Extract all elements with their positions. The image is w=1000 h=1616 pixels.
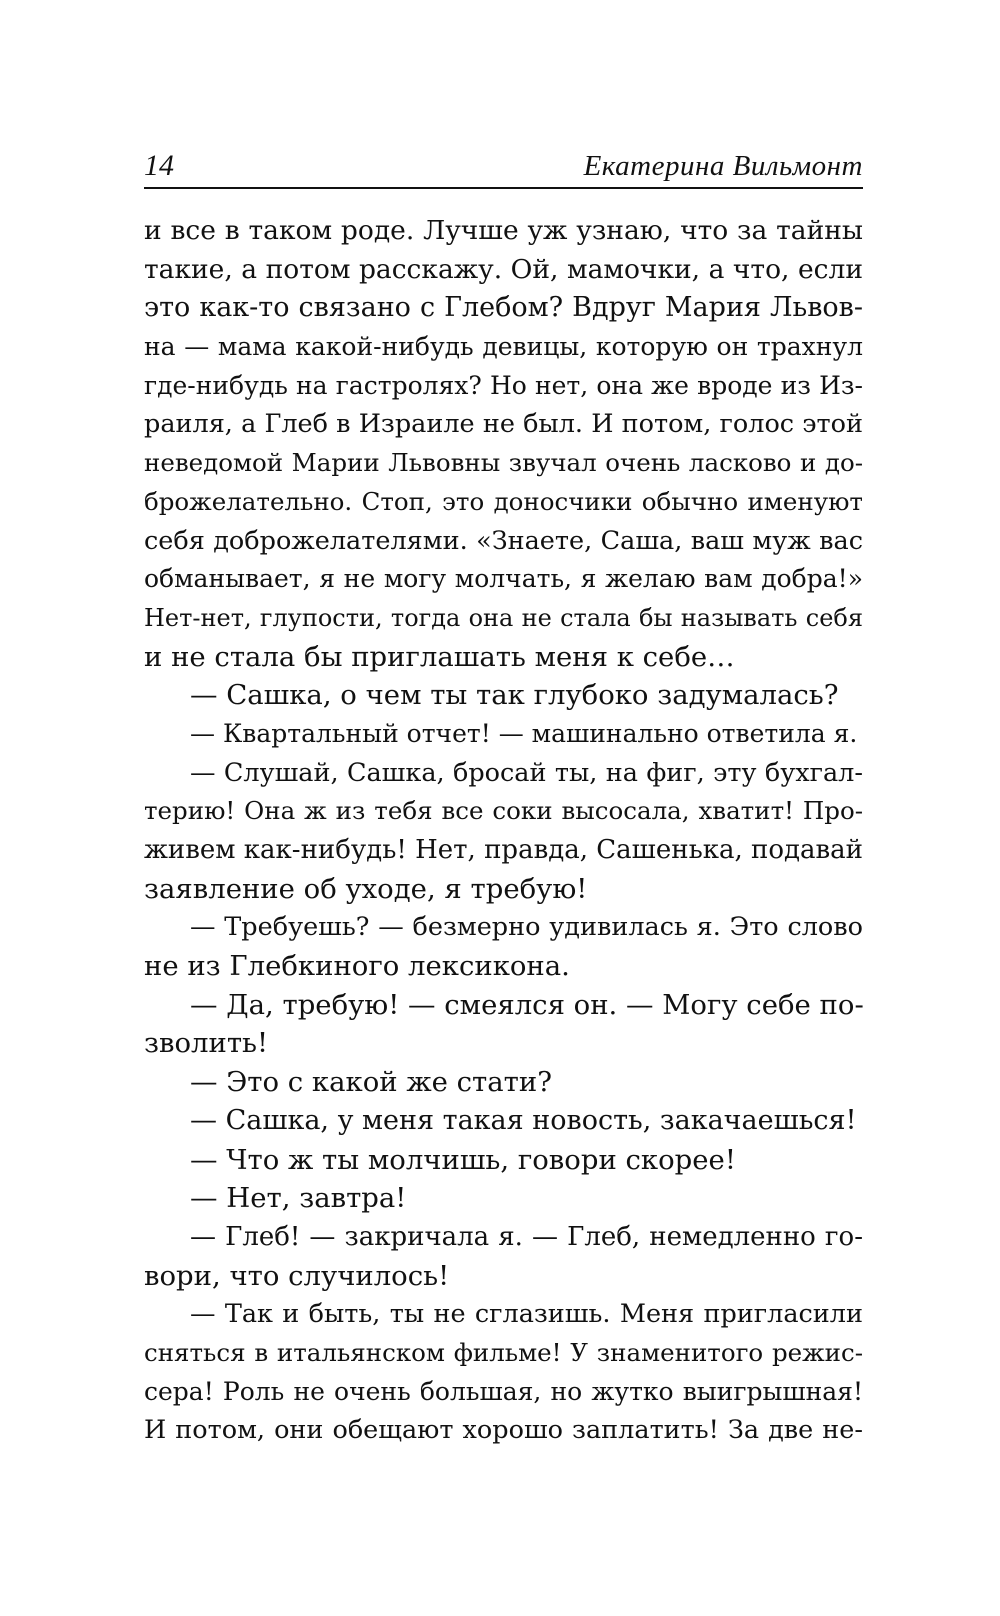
text-line: — Сашка, у меня такая новость, закачаешься! bbox=[190, 1104, 857, 1136]
text-line: — Так и быть, ты не сглазишь. Меня пригласили bbox=[190, 1299, 863, 1330]
text-line: брожелательно. Стоп, это доносчики обычно именуют bbox=[144, 486, 863, 516]
page-number: 14 bbox=[144, 149, 174, 182]
text-line: раиля, а Глеб в Израиле не был. И потом, голос этой bbox=[144, 409, 863, 440]
text-line: — Это с какой же стати? bbox=[190, 1066, 552, 1099]
text-line: — Требуешь? — безмерно удивилась я. Это слово bbox=[190, 912, 863, 943]
text-line: неведомой Марии Львовны звучал очень ласково и до- bbox=[144, 448, 863, 478]
text-line: — Да, требую! — смеялся он. — Могу себе по- bbox=[190, 988, 864, 1021]
text-line: заявление об уходе, я требую! bbox=[144, 872, 588, 905]
text-line: терию! Она ж из тебя все соки высосала, хватит! Про- bbox=[144, 796, 863, 826]
running-title: Екатерина Вильмонт bbox=[583, 150, 863, 182]
text-line: — Что ж ты молчишь, говори скорее! bbox=[190, 1143, 736, 1176]
body-text bbox=[144, 212, 863, 1450]
text-line: такие, а потом расскажу. Ой, мамочки, а что, если bbox=[144, 253, 863, 285]
text-line: на — мама какой-нибудь девицы, которую он трахнул bbox=[144, 332, 863, 362]
text-line: — Слушай, Сашка, бросай ты, на фиг, эту бухгал- bbox=[190, 757, 863, 788]
text-line: сняться в итальянском фильме! У знаменитого режис- bbox=[144, 1337, 863, 1367]
text-line: Нет-нет, глупости, тогда она не стала бы называть себя bbox=[144, 603, 863, 632]
text-line: — Нет, завтра! bbox=[190, 1182, 407, 1215]
text-line: обманывает, я не могу молчать, я желаю вам добра!» bbox=[144, 564, 863, 594]
text-line: не из Глебкиного лексикона. bbox=[144, 950, 570, 983]
text-line: вори, что случилось! bbox=[144, 1259, 450, 1292]
header-rule bbox=[144, 187, 863, 189]
page-header bbox=[144, 148, 863, 188]
text-line: живем как-нибудь! Нет, правда, Сашенька, подавай bbox=[144, 835, 863, 865]
text-line: и все в таком роде. Лучше уж узнаю, что за тайны bbox=[144, 215, 863, 246]
text-line: и не стала бы приглашать меня к себе… bbox=[144, 640, 735, 673]
text-line: сера! Роль не очень большая, но жутко выигрышная! bbox=[144, 1376, 863, 1406]
text-line: — Глеб! — закричала я. — Глеб, немедленно го- bbox=[190, 1221, 863, 1252]
text-line: — Сашка, о чем ты так глубоко задумалась? bbox=[190, 679, 839, 712]
text-line: — Квартальный отчет! — машинально ответила я. bbox=[190, 718, 858, 748]
text-line: зволить! bbox=[144, 1027, 269, 1060]
text-line: И потом, они обещают хорошо заплатить! За две не- bbox=[144, 1415, 863, 1446]
text-line: себя доброжелателями. «Знаете, Саша, ваш муж вас bbox=[144, 525, 863, 556]
text-line: это как-то связано с Глебом? Вдруг Мария Львов- bbox=[144, 292, 863, 324]
text-line: где-нибудь на гастролях? Но нет, она же вроде из Из- bbox=[144, 370, 863, 400]
